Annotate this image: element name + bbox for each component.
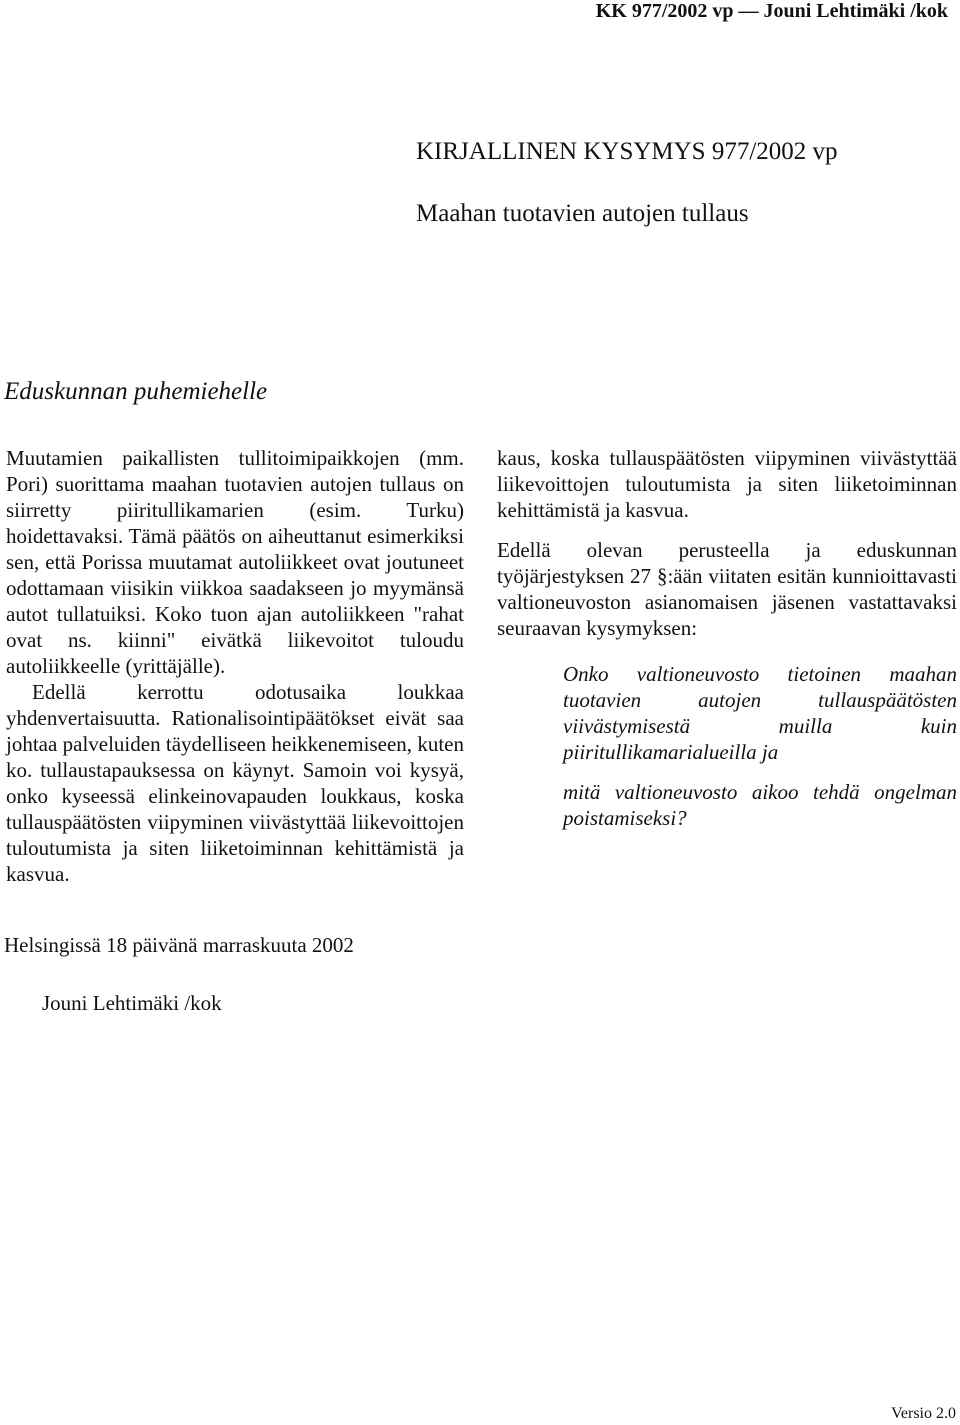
question-2: mitä valtioneuvosto aikoo tehdä ongelman poistamiseksi? <box>563 780 957 830</box>
body-paragraph: Edellä kerrottu odotusaika loukkaa yhdenvertaisuutta. Rationalisointipäätökset eivät saa johtaa palveluiden täydelliseen heikkenemiseen, kuten ko. tullaustapauksessa on käynyt. Samoin voi kysyä, onko kyseessä elinkeinovapauden loukkaus, koska tullauspäätösten viipyminen viivästyttää liikevoittojen tuloutumista ja siten liiketoiminnan kehittämistä ja kasvua. <box>6 680 464 886</box>
version-label: Versio 2.0 <box>891 1405 956 1422</box>
document-title: Maahan tuotavien autojen tullaus <box>416 200 749 227</box>
signatory: Jouni Lehtimäki /kok <box>42 991 222 1015</box>
question-block <box>563 661 957 831</box>
request-paragraph: Edellä olevan perusteella ja eduskunnan työjärjestyksen 27 §:ään viitaten esitän kunnioittavasti valtioneuvoston asianomaisen jäsenen vastattavaksi seuraavan kysymyksen: <box>497 538 957 640</box>
left-column <box>6 445 464 886</box>
addressee: Eduskunnan puhemiehelle <box>4 378 268 405</box>
question-1: Onko valtioneuvosto tietoinen maahan tuotavien autojen tullauspäätösten viivästymisestä muilla kuin piiritullikamarialueilla ja <box>563 662 957 764</box>
continued-paragraph: kaus, koska tullauspäätösten viipyminen viivästyttää liikevoittojen tuloutumista ja siten liiketoiminnan kehittämistä ja kasvua. <box>497 446 957 522</box>
document-type: KIRJALLINEN KYSYMYS 977/2002 vp <box>416 138 838 165</box>
body-paragraph: Muutamien paikallisten tullitoimipaikkojen (mm. Pori) suorittama maahan tuotavien autojen tullaus on siirretty piiritullikamarien (esim. Turku) hoidettavaksi. Tämä päätös on aiheuttanut esimerkiksi sen, että Porissa muutamat autoliikkeet ovat joutuneet odottamaan viisikin viikkoa saadakseen jo myymänsä autot tullatuiksi. Koko tuon ajan autoliikkeen "rahat ovat ns. kiinni" eivätkä liikevoitot tuloudu autoliikkeelle (yrittäjälle). <box>6 446 464 678</box>
running-header: KK 977/2002 vp — Jouni Lehtimäki /kok <box>595 0 948 22</box>
place-and-date: Helsingissä 18 päivänä marraskuuta 2002 <box>4 933 354 957</box>
right-column <box>497 445 957 831</box>
